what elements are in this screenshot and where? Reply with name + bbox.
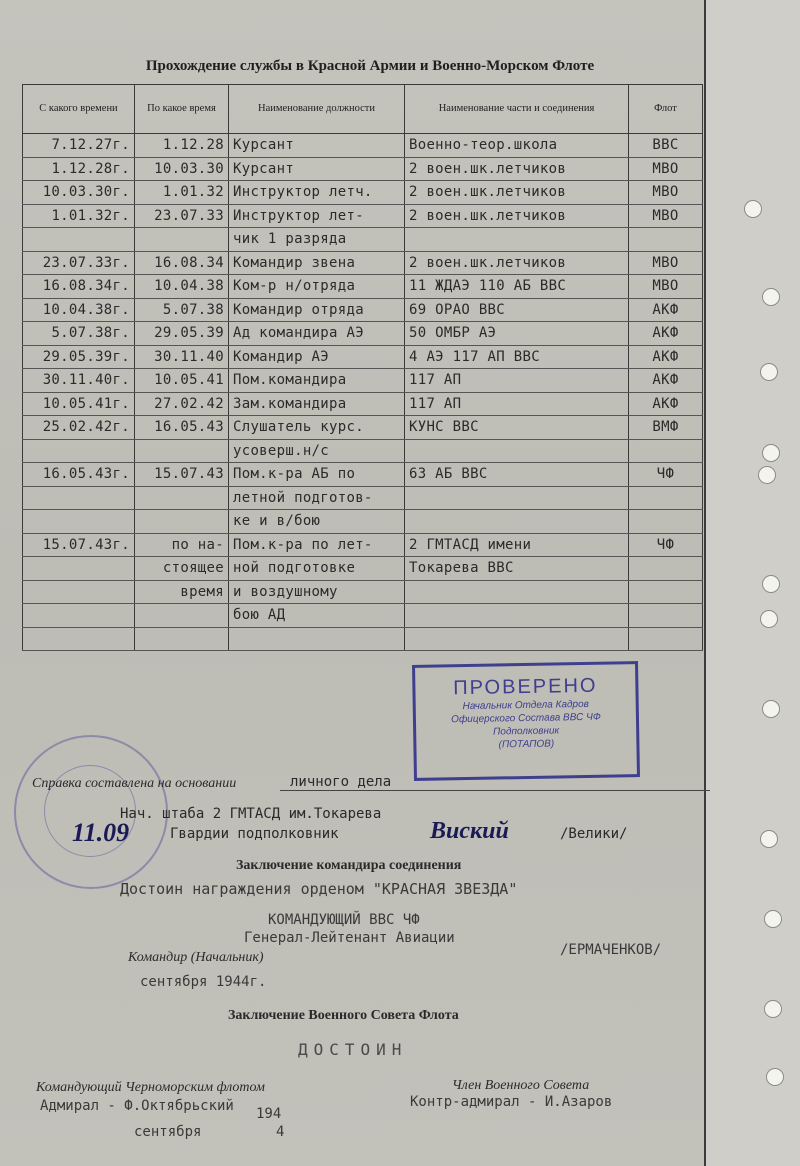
council-date-month: сентября: [134, 1124, 202, 1140]
table-row: [23, 533, 703, 557]
table-cell: 63 АБ ВВС: [405, 463, 629, 487]
commander-label: Командир (Начальник): [128, 950, 264, 965]
table-cell: [405, 580, 629, 604]
page-title: Прохождение службы в Красной Армии и Военно-Морском Флоте: [145, 58, 595, 74]
commander-heading: Заключение командира соединения: [236, 858, 462, 873]
table-cell: [629, 557, 703, 581]
table-row: [23, 157, 703, 181]
table-cell: [135, 510, 229, 534]
table-cell: Пом.командира: [229, 369, 405, 393]
table-cell: Инструктор лет-: [229, 204, 405, 228]
table-row: [23, 369, 703, 393]
table-cell: [629, 580, 703, 604]
table-cell: МВО: [629, 251, 703, 275]
table-cell: 16.08.34: [135, 251, 229, 275]
table-row: [23, 298, 703, 322]
table-cell: ЧФ: [629, 463, 703, 487]
table-cell: Пом.к-ра АБ по: [229, 463, 405, 487]
council-date-number: 4: [276, 1124, 285, 1140]
table-header-row: [23, 85, 703, 134]
fleet-commander-label: Командующий Черноморским флотом: [36, 1080, 265, 1095]
punch-hole: [764, 1000, 782, 1018]
chief-rank: Гвардии подполковник: [170, 826, 339, 842]
council-heading: Заключение Военного Совета Флота: [228, 1008, 459, 1023]
table-cell: 4 АЭ 117 АП ВВС: [405, 345, 629, 369]
handwritten-date: 11.09: [72, 818, 130, 847]
table-cell: 69 ОРАО ВВС: [405, 298, 629, 322]
table-cell: [23, 627, 135, 651]
table-row: [23, 322, 703, 346]
table-cell: [405, 228, 629, 252]
table-cell: Командир отряда: [229, 298, 405, 322]
table-row: [23, 580, 703, 604]
table-cell: 1.01.32: [135, 181, 229, 205]
punch-hole: [762, 700, 780, 718]
table-row: [23, 416, 703, 440]
table-cell: Командир звена: [229, 251, 405, 275]
table-cell: [405, 439, 629, 463]
column-header: Флот: [629, 85, 703, 134]
table-cell: [405, 604, 629, 628]
table-cell: МВО: [629, 204, 703, 228]
table-cell: 25.02.42г.: [23, 416, 135, 440]
table-cell: 23.07.33г.: [23, 251, 135, 275]
stamp-line: Офицерского Состава ВВС ЧФ: [451, 711, 601, 726]
table-row: [23, 463, 703, 487]
table-cell: 15.07.43г.: [23, 533, 135, 557]
table-cell: [629, 228, 703, 252]
table-row: [23, 557, 703, 581]
punch-hole: [760, 610, 778, 628]
table-cell: [629, 486, 703, 510]
table-cell: [135, 439, 229, 463]
table-row: [23, 275, 703, 299]
table-cell: 10.03.30: [135, 157, 229, 181]
table-cell: 117 АП: [405, 369, 629, 393]
table-cell: 2 воен.шк.летчиков: [405, 157, 629, 181]
table-cell: 2 воен.шк.летчиков: [405, 181, 629, 205]
table-cell: 1.01.32г.: [23, 204, 135, 228]
table-row: [23, 486, 703, 510]
column-header: Наименование части и соединения: [405, 85, 629, 134]
table-cell: [23, 439, 135, 463]
table-cell: 16.05.43: [135, 416, 229, 440]
table-cell: [229, 627, 405, 651]
table-cell: 30.11.40г.: [23, 369, 135, 393]
council-member-rank: Контр-адмирал - И.Азаров: [410, 1094, 613, 1110]
table-cell: и воздушному: [229, 580, 405, 604]
commander-text: Достоин награждения орденом "КРАСНАЯ ЗВЕЗДА": [120, 880, 518, 898]
basis-value: личного дела: [280, 774, 710, 791]
table-row: [23, 439, 703, 463]
fleet-commander-rank: Адмирал - Ф.Октябрьский: [40, 1098, 234, 1114]
table-cell: [405, 486, 629, 510]
table-cell: стоящее: [135, 557, 229, 581]
stamp-line: (ПОТАПОВ): [498, 738, 555, 751]
table-cell: 16.05.43г.: [23, 463, 135, 487]
table-row: [23, 510, 703, 534]
table-cell: Токарева ВВС: [405, 557, 629, 581]
table-cell: 50 ОМБР АЭ: [405, 322, 629, 346]
table-row: [23, 204, 703, 228]
table-cell: Пом.к-ра по лет-: [229, 533, 405, 557]
table-cell: Слушатель курс.: [229, 416, 405, 440]
stamp-line: Подполковник: [493, 725, 560, 738]
table-cell: бою АД: [229, 604, 405, 628]
table-cell: [135, 627, 229, 651]
table-cell: 27.02.42: [135, 392, 229, 416]
table-cell: [629, 627, 703, 651]
table-cell: [629, 604, 703, 628]
table-cell: 10.03.30г.: [23, 181, 135, 205]
table-cell: ВМФ: [629, 416, 703, 440]
table-cell: Зам.командира: [229, 392, 405, 416]
punch-hole: [760, 830, 778, 848]
table-cell: Инструктор летч.: [229, 181, 405, 205]
column-header: По какое время: [135, 85, 229, 134]
table-row: [23, 181, 703, 205]
table-cell: ной подготовке: [229, 557, 405, 581]
table-cell: чик 1 разряда: [229, 228, 405, 252]
table-row: [23, 228, 703, 252]
table-row: [23, 345, 703, 369]
table-cell: [405, 627, 629, 651]
table-cell: Ком-р н/отряда: [229, 275, 405, 299]
handwritten-signature: Виский: [430, 818, 509, 844]
table-cell: Курсант: [229, 157, 405, 181]
verified-stamp: [412, 661, 640, 781]
table-cell: [629, 510, 703, 534]
table-cell: усоверш.н/с: [229, 439, 405, 463]
table-cell: Курсант: [229, 134, 405, 158]
commander-rank-1: КОМАНДУЮЩИЙ ВВС ЧФ: [268, 912, 420, 928]
column-header: Наименование должности: [229, 85, 405, 134]
table-cell: 5.07.38г.: [23, 322, 135, 346]
punch-hole: [764, 910, 782, 928]
table-row: [23, 251, 703, 275]
table-cell: 16.08.34г.: [23, 275, 135, 299]
table-cell: 15.07.43: [135, 463, 229, 487]
table-cell: 30.11.40: [135, 345, 229, 369]
punch-hole: [762, 575, 780, 593]
table-cell: 1.12.28: [135, 134, 229, 158]
table-cell: 2 воен.шк.летчиков: [405, 204, 629, 228]
table-cell: 5.07.38: [135, 298, 229, 322]
table-cell: АКФ: [629, 322, 703, 346]
punch-hole: [762, 444, 780, 462]
table-cell: [135, 228, 229, 252]
table-cell: 11 ЖДАЭ 110 АБ ВВС: [405, 275, 629, 299]
table-cell: время: [135, 580, 229, 604]
table-cell: Военно-теор.школа: [405, 134, 629, 158]
stamp-line: Начальник Отдела Кадров: [462, 698, 589, 713]
stamp-title: ПРОВЕРЕНО: [453, 674, 598, 700]
table-cell: АКФ: [629, 298, 703, 322]
table-cell: МВО: [629, 275, 703, 299]
column-header: С какого времени: [23, 85, 135, 134]
basis-label: Справка составлена на основании: [32, 776, 237, 791]
page-margin: [704, 0, 800, 1166]
chief-name: /Велики/: [560, 826, 628, 842]
punch-hole: [760, 363, 778, 381]
table-cell: летной подготов-: [229, 486, 405, 510]
table-cell: 117 АП: [405, 392, 629, 416]
table-cell: 10.04.38г.: [23, 298, 135, 322]
table-row: [23, 604, 703, 628]
table-cell: КУНС ВВС: [405, 416, 629, 440]
table-cell: АКФ: [629, 345, 703, 369]
table-cell: 23.07.33: [135, 204, 229, 228]
table-cell: 29.05.39: [135, 322, 229, 346]
table-row: [23, 392, 703, 416]
commander-name: /ЕРМАЧЕНКОВ/: [560, 942, 662, 958]
council-text: ДОСТОИН: [298, 1040, 408, 1059]
table-cell: 10.05.41: [135, 369, 229, 393]
punch-hole: [762, 288, 780, 306]
punch-hole: [758, 466, 776, 484]
punch-hole: [744, 200, 762, 218]
table-cell: 7.12.27г.: [23, 134, 135, 158]
table-cell: [629, 439, 703, 463]
table-cell: МВО: [629, 157, 703, 181]
table-cell: [23, 486, 135, 510]
table-cell: [23, 557, 135, 581]
commander-date: сентября 1944г.: [140, 974, 267, 990]
punch-hole: [766, 1068, 784, 1086]
table-row: [23, 134, 703, 158]
table-cell: 10.04.38: [135, 275, 229, 299]
table-cell: [23, 228, 135, 252]
commander-rank-2: Генерал-Лейтенант Авиации: [244, 930, 455, 946]
table-cell: [23, 580, 135, 604]
table-cell: [23, 604, 135, 628]
table-cell: 1.12.28г.: [23, 157, 135, 181]
table-cell: АКФ: [629, 392, 703, 416]
table-cell: АКФ: [629, 369, 703, 393]
table-row: [23, 627, 703, 651]
council-member-label: Член Военного Совета: [452, 1078, 590, 1093]
table-cell: ЧФ: [629, 533, 703, 557]
chief-line: Нач. штаба 2 ГМТАСД им.Токарева: [120, 806, 382, 822]
table-cell: [23, 510, 135, 534]
table-cell: 29.05.39г.: [23, 345, 135, 369]
service-table: [22, 84, 703, 651]
table-cell: 2 ГМТАСД имени: [405, 533, 629, 557]
table-cell: Командир АЭ: [229, 345, 405, 369]
table-cell: Ад командира АЭ: [229, 322, 405, 346]
table-cell: [135, 486, 229, 510]
table-cell: 2 воен.шк.летчиков: [405, 251, 629, 275]
table-cell: 10.05.41г.: [23, 392, 135, 416]
table-cell: [405, 510, 629, 534]
table-cell: по на-: [135, 533, 229, 557]
table-cell: [135, 604, 229, 628]
table-cell: ВВС: [629, 134, 703, 158]
table-cell: МВО: [629, 181, 703, 205]
table-cell: ке и в/бою: [229, 510, 405, 534]
council-date-year: 194: [256, 1106, 282, 1122]
